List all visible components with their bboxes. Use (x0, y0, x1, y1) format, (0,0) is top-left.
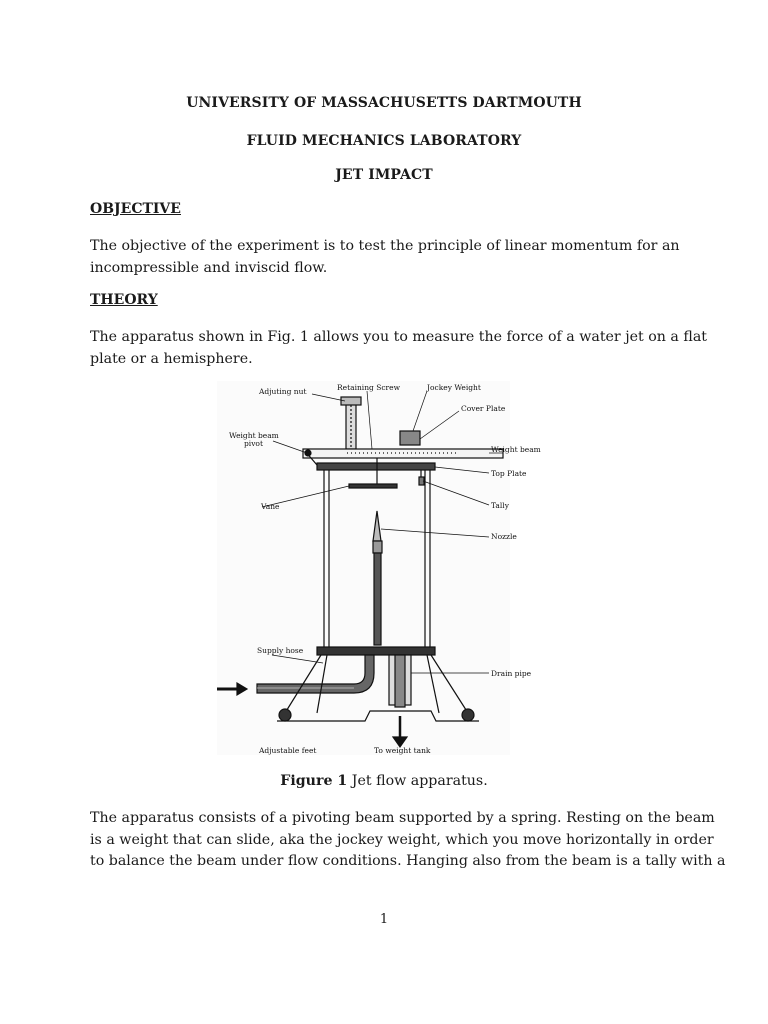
label-cover-plate: Cover Plate (461, 404, 506, 413)
vane (349, 484, 397, 488)
label-adjustable-feet: Adjustable feet (259, 746, 317, 755)
nozzle (373, 511, 381, 541)
label-drain-pipe: Drain pipe (491, 669, 532, 678)
label-jockey-weight: Jockey Weight (427, 383, 481, 392)
label-weight-beam-pivot: Weight beam (229, 431, 279, 440)
label-retaining-screw: Retaining Screw (337, 383, 400, 392)
objective-line: incompressible and inviscid flow. (90, 259, 328, 276)
label-weight-beam: Weight beam (491, 445, 541, 454)
label-adjusting-nut: Adjuting nut (259, 387, 307, 396)
label-to-weight-tank: To weight tank (374, 746, 431, 755)
objective-paragraph (90, 236, 690, 279)
adjustable-foot (279, 709, 291, 721)
label-supply-hose: Supply hose (257, 646, 304, 655)
label-vane: Vane (261, 502, 280, 511)
body-line: to balance the beam under flow conditions. Hanging also from the beam is a tally with a (90, 853, 726, 869)
document-title: JET IMPACT (335, 167, 433, 183)
body-paragraph (90, 808, 726, 873)
floor-line (277, 711, 479, 721)
body-line: is a weight that can slide, aka the jockey weight, which you move horizontally in order (90, 831, 714, 848)
inflow-arrow-icon (237, 683, 247, 695)
label-tally: Tally (491, 501, 509, 510)
supply-pipe (374, 553, 381, 645)
supply-hose (257, 655, 374, 693)
figure-caption-text: Jet flow apparatus. (347, 773, 488, 789)
jockey-weight (400, 431, 420, 445)
top-plate (317, 463, 435, 470)
theory-paragraph (90, 327, 708, 370)
theory-line: The apparatus shown in Fig. 1 allows you to measure the force of a water jet on a flat (90, 329, 708, 345)
base-plate (317, 647, 435, 655)
figure-caption (0, 773, 768, 789)
objective-line: The objective of the experiment is to test the principle of linear momentum for an (90, 238, 680, 254)
jet-flow-apparatus-figure (217, 381, 541, 755)
label-nozzle: Nozzle (491, 532, 517, 541)
theory-heading: THEORY (90, 292, 158, 308)
apparatus-drawing (217, 381, 541, 755)
body-line: The apparatus consists of a pivoting beam supported by a spring. Resting on the beam (90, 810, 715, 826)
label-weight-beam-pivot: pivot (244, 439, 263, 448)
lab-name: FLUID MECHANICS LABORATORY (246, 133, 522, 149)
adjustable-foot (462, 709, 474, 721)
theory-line: plate or a hemisphere. (90, 350, 253, 367)
university-name: UNIVERSITY OF MASSACHUSETTS DARTMOUTH (186, 95, 582, 111)
objective-heading: OBJECTIVE (90, 201, 181, 217)
label-top-plate: Top Plate (491, 469, 527, 478)
page-number: 1 (379, 912, 389, 927)
figure-number: Figure 1 (280, 773, 348, 789)
